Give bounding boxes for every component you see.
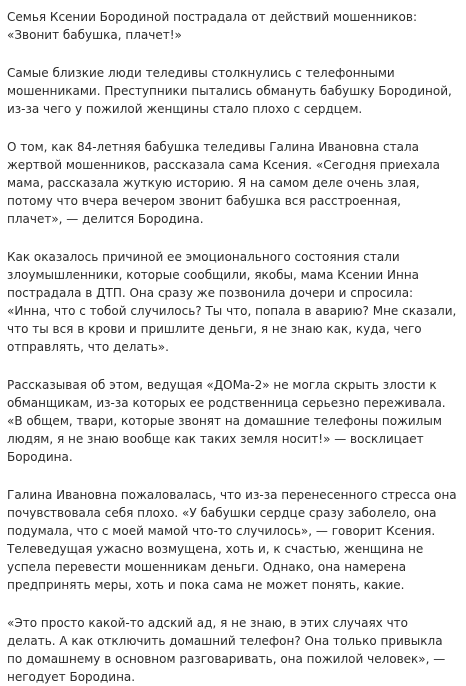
article-paragraph-story: О том, как 84-летняя бабушка теледивы Галина Ивановна стала жертвой мошенников, рассказала сама Ксения. «Сегодня приехала мама, рассказала жуткую историю. Я на самом деле очень злая, потому что вчера вечером звонит бабушка вся расстроенная, плачет», — делится Бородина. xyxy=(7,140,440,226)
article-paragraph-health: Галина Ивановна пожаловалась, что из-за перенесенного стресса она почувствовала себя плохо. «У бабушки сердце сразу заболело, она подумала, что с моей мамой что-то случилось», — говорит Ксения. Телеведущая ужасно возмущена, хоть и, к счастью, женщина не успела перевести мошенникам деньги. Однако, она намерена предпринять меры, хоть и пока сама не может понять, какие. xyxy=(7,488,457,592)
article-paragraph-call: Как оказалось причиной ее эмоционального состояния стали злоумышленники, которые сообщили, якобы, мама Ксении Инна пострадала в ДТП. Она сразу же позвонила дочери и спросила: «Инна, что с тобой случилось? Ты что, попала в аварию? Мне сказали, что ты вся в крови и пришлите деньги, я не знаю как, куда, чего отправлять, что делать». xyxy=(7,250,457,354)
article-paragraph-anger: Рассказывая об этом, ведущая «ДОМа-2» не могла скрыть злости к обманщикам, из-за которых ее родственница серьезно переживала. «В общем, твари, которые звонят на домашние телефоны пожилым людям, я не знаю вообще как таких земля носит!» — восклицает Бородина. xyxy=(7,378,446,464)
article-headline-paragraph: Семья Ксении Бородиной пострадала от действий мошенников: «Звонит бабушка, плачет!» xyxy=(7,10,417,42)
article-paragraph-intro: Самые близкие люди теледивы столкнулись с телефонными мошенниками. Преступники пытались обмануть бабушку Бородиной, из-за чего у пожилой женщины стало плохо с сердцем. xyxy=(7,66,452,116)
article-paragraph-quote: «Это просто какой-то адский ад, я не знаю, в этих случаях что делать. А как отключить домашний телефон? Она только привыкла по домашнему в основном разговаривать, она пожилой человек», — негодует Бородина. xyxy=(7,616,446,684)
